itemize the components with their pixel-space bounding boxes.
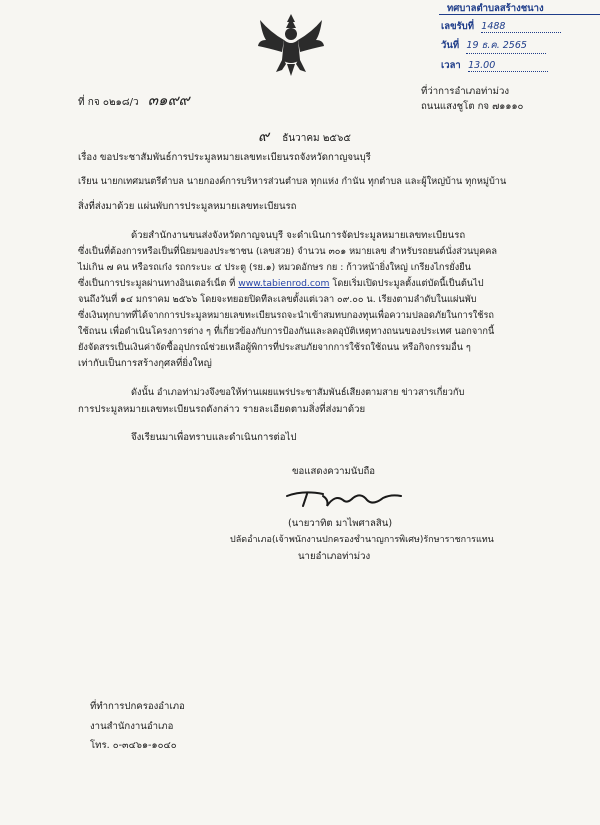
stamp-date-label: วันที่ xyxy=(441,40,460,51)
body-paragraph-1-line-1: ด้วยสำนักงานขนส่งจังหวัดกาญจนบุรี จะดำเนินการจัดประมูลหมายเลขทะเบียนรถ xyxy=(131,230,466,241)
date-month-year: ธันวาคม ๒๕๖๕ xyxy=(282,133,351,144)
footer-unit: งานสำนักงานอำเภอ xyxy=(90,721,174,732)
date-day: ๙ xyxy=(258,127,269,145)
signatory-position-2: นายอำเภอท่าม่วง xyxy=(298,551,371,562)
footer-phone: โทร. ๐-๓๔๖๑-๑๐๔๐ xyxy=(90,740,177,751)
body-paragraph-1-line-9: เท่ากับเป็นการสร้างกุศลที่ยิ่งใหญ่ xyxy=(78,358,212,369)
body-paragraph-1-line-6: ซึ่งเงินทุกบาทที่ได้จากการประมูลหมายเลขทะเบียนรถจะนำเข้าสมทบกองทุนเพื่อความปลอดภัยในการใช้รถ xyxy=(78,310,494,321)
body-paragraph-1-line-4 xyxy=(78,277,484,290)
stamp-title: ทศบาลตำบลสร้างชนาง xyxy=(447,3,544,14)
body-paragraph-2-line-1: ดังนั้น อำเภอท่าม่วงจึงขอให้ท่านเผยแพร่ประชาสัมพันธ์เสียงตามสาย ข่าวสารเกี่ยวกับ xyxy=(131,387,465,398)
stamp-time-value: 13.00 xyxy=(468,60,548,72)
stamp-time-label: เวลา xyxy=(441,60,461,71)
body-paragraph-3: จึงเรียนมาเพื่อทราบและดำเนินการต่อไป xyxy=(131,432,297,443)
stamp-date xyxy=(441,38,546,54)
body-text-segment: โดยเริ่มเปิดประมูลตั้งแต่บัดนี้เป็นต้นไป xyxy=(332,278,484,289)
stamp-date-value: 19 ธ.ค. 2565 xyxy=(466,38,546,54)
tabienrod-link[interactable]: www.tabienrod.com xyxy=(238,278,330,289)
signatory-name: (นายวาทิต มาไพศาลสิน) xyxy=(288,518,393,529)
enclosure-line: สิ่งที่ส่งมาด้วย แผ่นพับการประมูลหมายเลขทะเบียนรถ xyxy=(78,201,297,212)
footer-office: ที่ทำการปกครองอำเภอ xyxy=(90,701,185,712)
reference-label: ที่ กจ ๐๒๑๘/ว xyxy=(78,97,139,108)
signatory-position-1: ปลัดอำเภอ(เจ้าพนักงานปกครองชำนาญการพิเศษ)รักษาราชการแทน xyxy=(230,535,494,545)
document-reference xyxy=(78,88,190,112)
addressee-line: เรียน นายกเทศมนตรีตำบล นายกองค์การบริหารส่วนตำบล ทุกแห่ง กำนัน ทุกตำบล และผู้ใหญ่บ้าน ทุกหมู่บ้าน xyxy=(78,176,507,187)
receive-stamp xyxy=(439,0,600,77)
subject-line: เรื่อง ขอประชาสัมพันธ์การประมูลหมายเลขทะเบียนรถจังหวัดกาญจนบุรี xyxy=(78,152,371,163)
garuda-emblem-icon xyxy=(256,12,326,78)
closing-phrase: ขอแสดงความนับถือ xyxy=(292,466,376,477)
office-address: ถนนแสงชูโต กจ ๗๑๑๑๐ xyxy=(421,101,524,112)
document-date xyxy=(258,124,351,148)
body-paragraph-1-line-3: ไม่เกิน ๗ คน หรือรถเก๋ง รถกระบะ ๔ ประตู (รย.๑) หมวดอักษร กย : ก้าวหน้ายิ่งใหญ่ เกรียงไกรยั่งยืน xyxy=(78,262,471,273)
body-paragraph-1-line-2: ซึ่งเป็นที่ต้องการหรือเป็นที่นิยมของประชาชน (เลขสวย) จำนวน ๓๐๑ หมายเลข สำหรับรถยนต์นั่งส่วนบุคคล xyxy=(78,246,498,257)
body-paragraph-1-line-5: จนถึงวันที่ ๑๔ มกราคม ๒๕๖๖ โดยจะทยอยปิดทีละเลขตั้งแต่เวลา ๐๙.๐๐ น. เรียงตามลำดับในแผ่นพับ xyxy=(78,294,477,305)
stamp-receive-no-value: 1488 xyxy=(481,21,561,33)
body-paragraph-2-line-2: การประมูลหมายเลขทะเบียนรถดังกล่าว รายละเอียดตามสิ่งที่ส่งมาด้วย xyxy=(78,404,366,415)
body-paragraph-1-line-8: ยังจัดสรรเป็นเงินค่าจัดซื้ออุปกรณ์ช่วยเหลือผู้พิการที่ประสบภัยจากการใช้รถใช้ถนน หรือกิจกรรมอื่น ๆ xyxy=(78,342,471,353)
stamp-receive-no-label: เลขรับที่ xyxy=(441,21,474,32)
office-name: ที่ว่าการอำเภอท่าม่วง xyxy=(421,86,510,97)
stamp-receive-no xyxy=(441,19,561,34)
reference-number: ๓๑๙๙ xyxy=(147,91,190,109)
body-text-segment: ซึ่งเป็นการประมูลผ่านทางอินเตอร์เน็ต ที่ xyxy=(78,278,236,289)
stamp-time xyxy=(441,58,548,73)
handwritten-signature-icon xyxy=(283,486,405,510)
body-paragraph-1-line-7: ใช้ถนน เพื่อดำเนินโครงการต่าง ๆ ที่เกี่ยวข้องกับการป้องกันและลดอุบัติเหตุทางถนนของประเทศ นอกจากนี้ xyxy=(78,326,495,337)
